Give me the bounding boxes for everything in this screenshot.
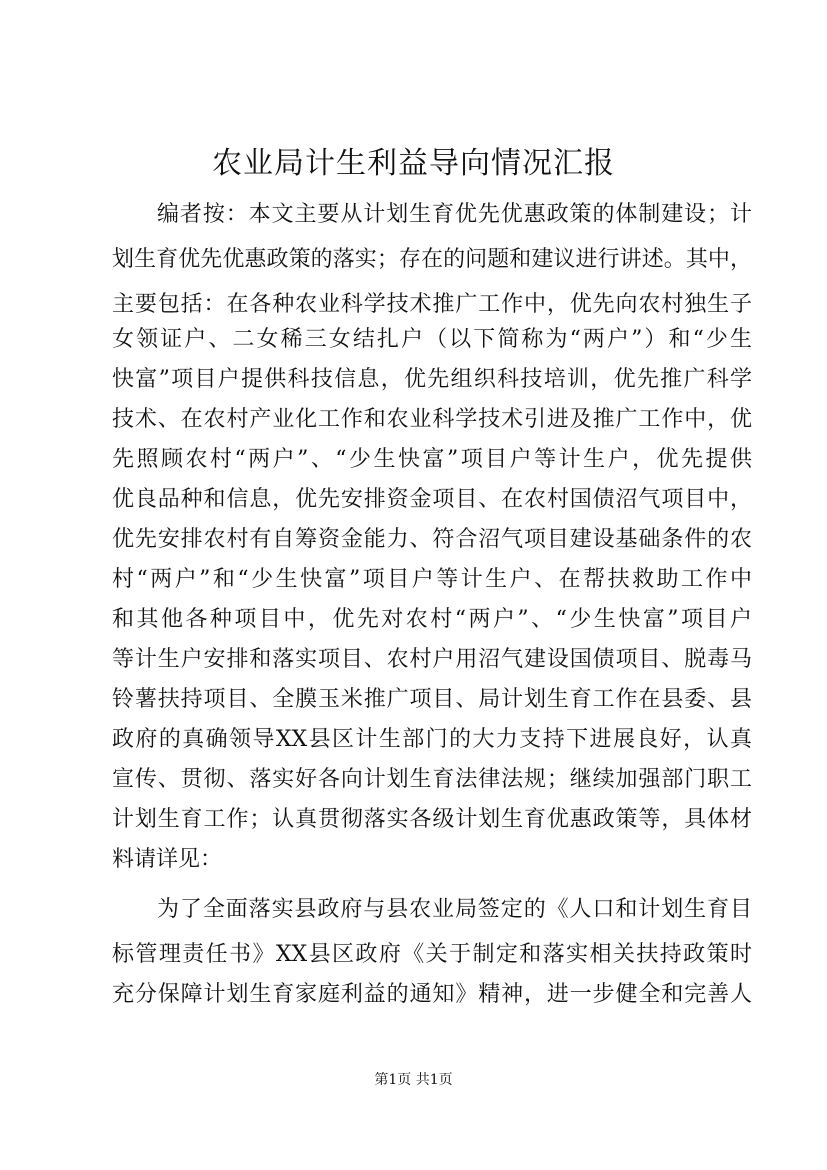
- document-title: 农业局计生利益导向情况汇报: [212, 146, 615, 181]
- paragraph-line: 优良品种和信息，优先安排资金项目、在农村国债沼气项目中，: [112, 487, 752, 512]
- paragraph-line: 计划生育工作；认真贯彻落实各级计划生育优惠政策等，具体材: [112, 807, 752, 832]
- paragraph-line: 铃薯扶持项目、全膜玉米推广项目、局计划生育工作在县委、县: [112, 687, 752, 712]
- paragraph-line: 充分保障计划生育家庭利益的通知》精神，进一步健全和完善人: [112, 982, 752, 1007]
- paragraph-line: 编者按：本文主要从计划生育优先优惠政策的体制建设；计: [157, 202, 752, 227]
- page-footer: 第1页 共1页: [374, 1072, 453, 1088]
- paragraph-line: 划生育优先优惠政策的落实；存在的问题和建议进行讲述。其中，: [112, 247, 752, 272]
- paragraph-line: 标管理责任书》XX县区政府《关于制定和落实相关扶持政策时: [112, 942, 752, 967]
- paragraph-line: 等计生户安排和落实项目、农村户用沼气建设国债项目、脱毒马: [112, 647, 752, 672]
- paragraph-line: 政府的真确领导XX县区计生部门的大力支持下进展良好，认真: [112, 727, 752, 752]
- paragraph-line: 料请详见：: [112, 847, 223, 872]
- paragraph-line: 主要包括：在各种农业科学技术推广工作中，优先向农村独生子: [112, 292, 752, 317]
- paragraph-line: 村“两户”和“少生快富”项目户等计生户、在帮扶救助工作中: [112, 567, 752, 592]
- paragraph-line: 先照顾农村“两户”、“少生快富”项目户等计生户，优先提供: [112, 447, 752, 472]
- paragraph-line: 和其他各种项目中，优先对农村“两户”、“少生快富”项目户: [112, 607, 752, 632]
- paragraph-line: 为了全面落实县政府与县农业局签定的《人口和计划生育目: [157, 897, 752, 922]
- paragraph-line: 优先安排农村有自筹资金能力、符合沼气项目建设基础条件的农: [112, 527, 752, 552]
- paragraph-line: 女领证户、二女稀三女结扎户（以下简称为“两户”）和“少生: [112, 327, 752, 352]
- paragraph-line: 技术、在农村产业化工作和农业科学技术引进及推广工作中，优: [112, 407, 752, 432]
- paragraph-line: 快富”项目户提供科技信息，优先组织科技培训，优先推广科学: [112, 367, 752, 392]
- paragraph-line: 宣传、贯彻、落实好各向计划生育法律法规；继续加强部门职工: [112, 767, 752, 792]
